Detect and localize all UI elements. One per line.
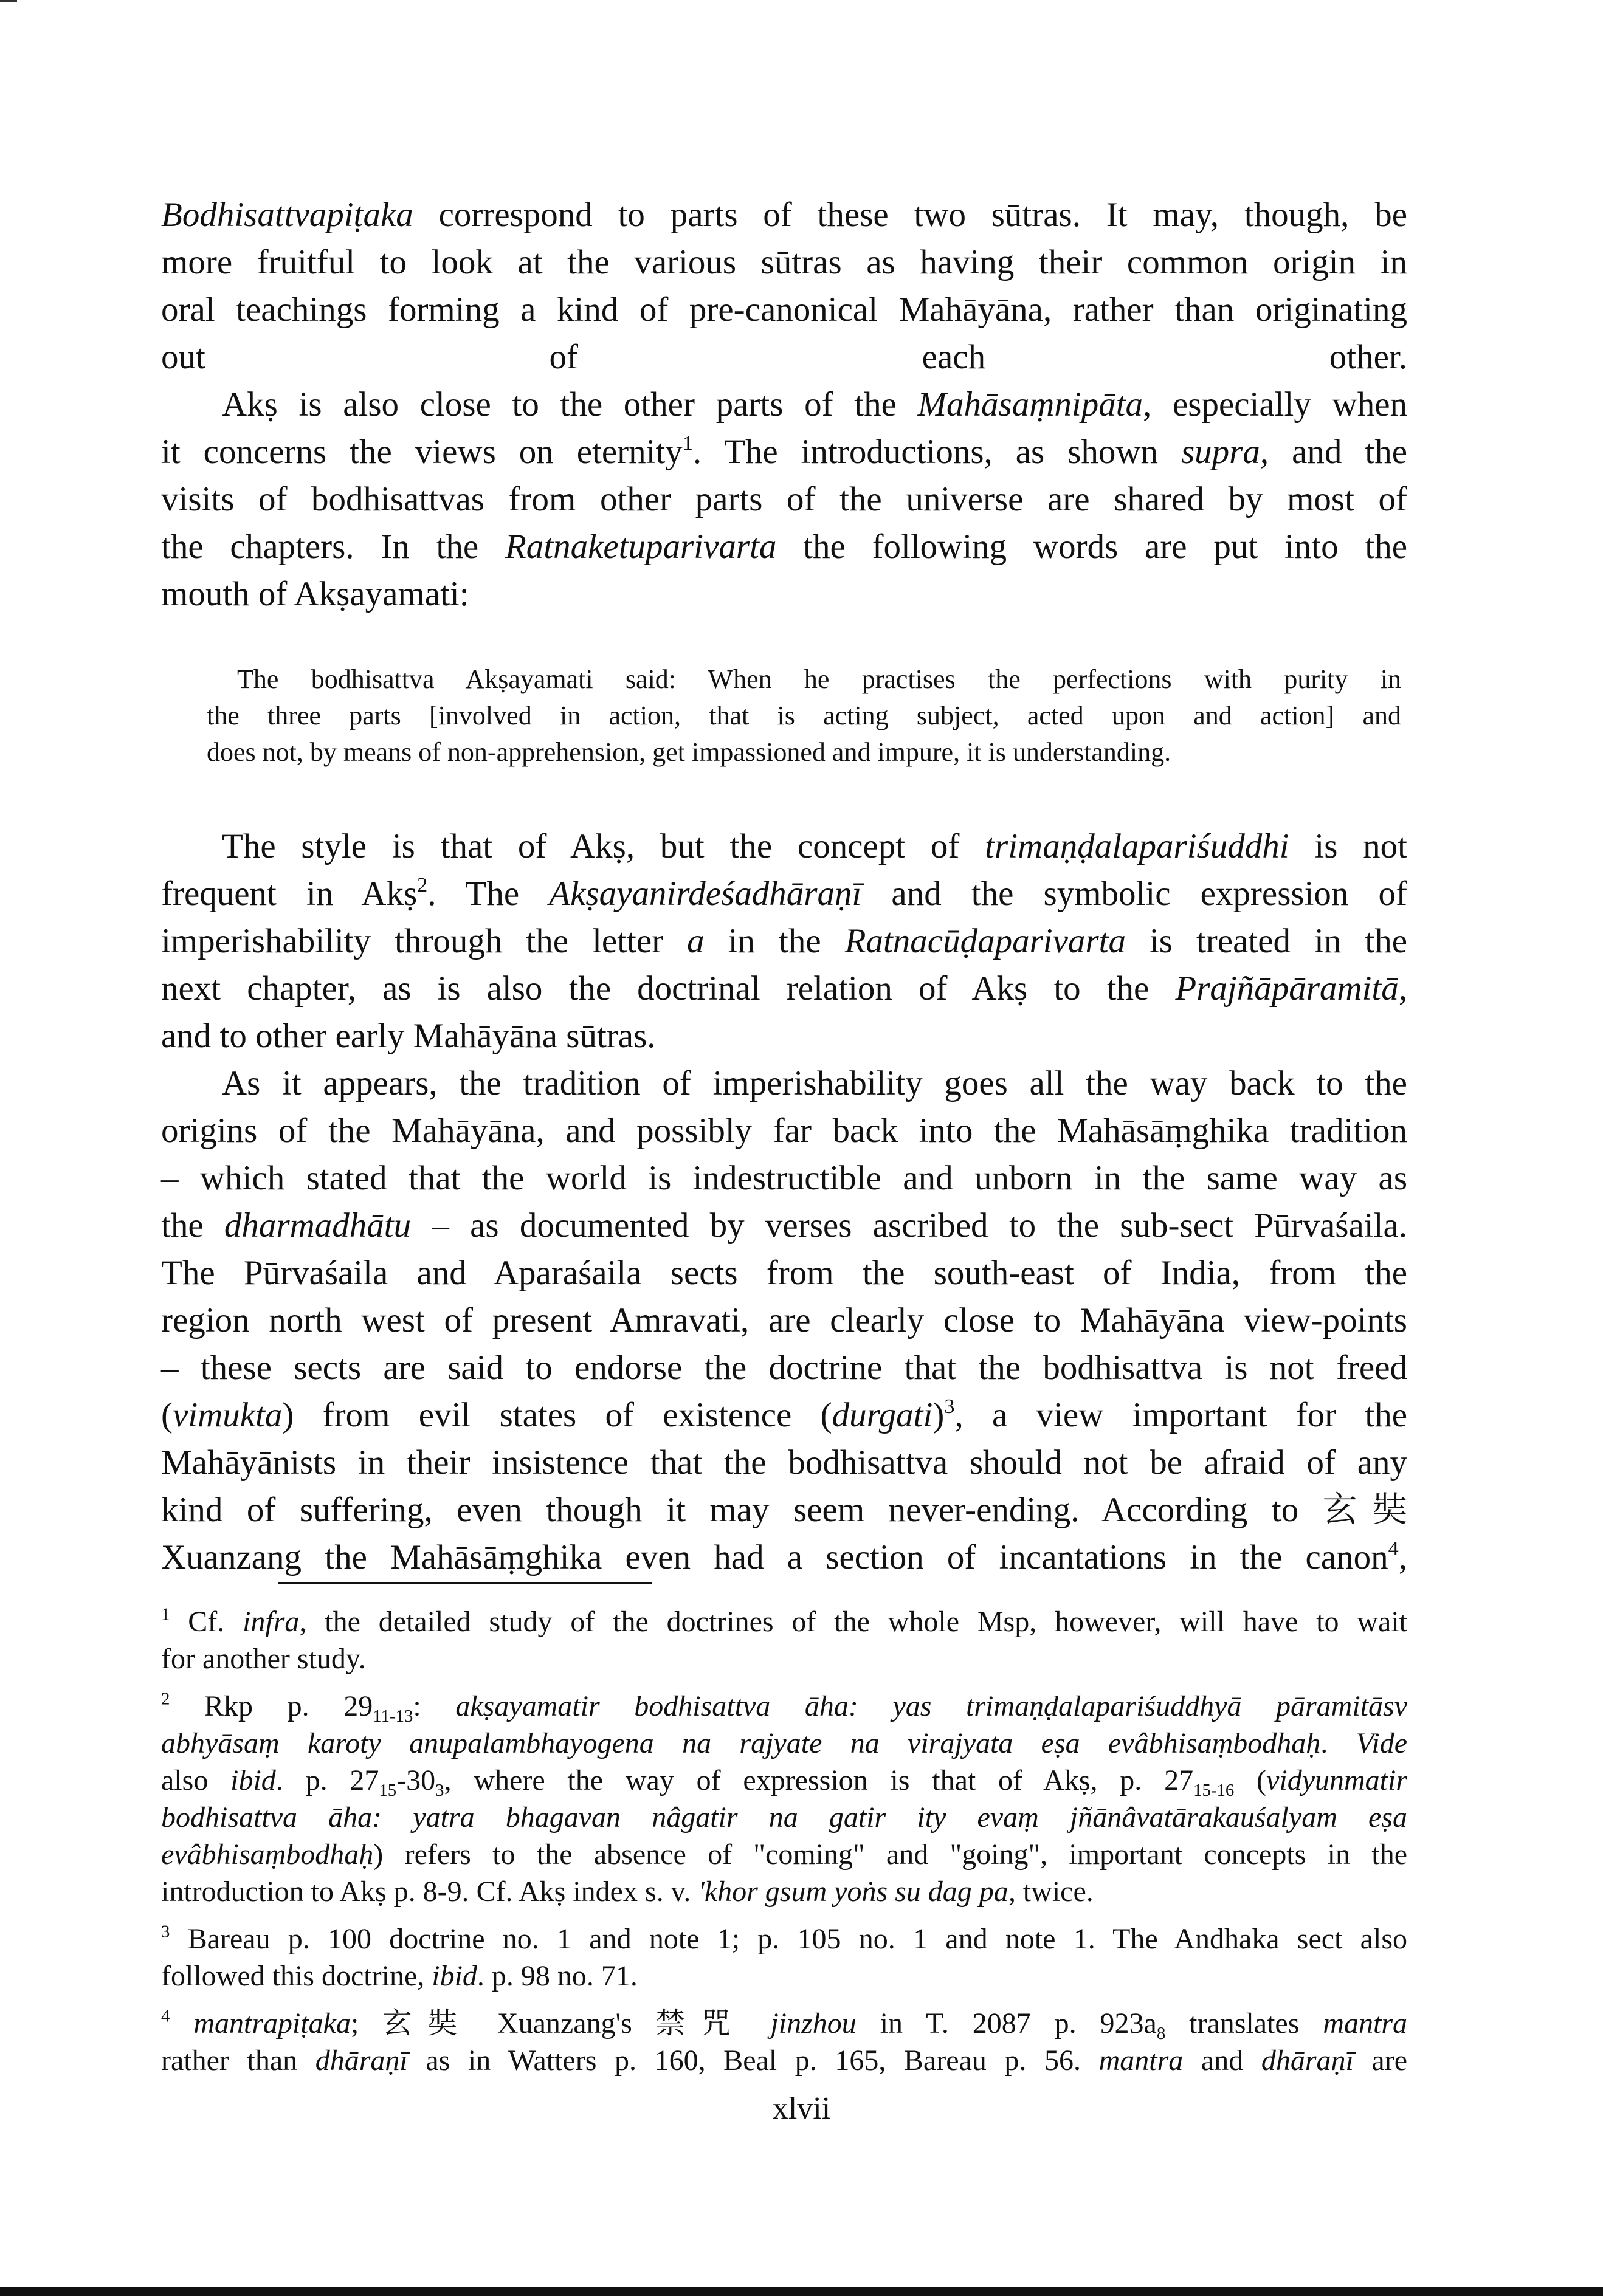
text-line	[161, 1439, 1407, 1487]
text-line	[161, 1249, 1407, 1297]
italic-text: Ratnacūḍaparivarta	[844, 922, 1126, 960]
footnote-marker: 15	[379, 1781, 397, 1801]
footnote-marker: 8	[1156, 2024, 1166, 2044]
text-run: in the	[704, 922, 845, 960]
text-run: also	[161, 1764, 231, 1796]
text-line	[161, 1799, 1407, 1836]
text-line	[161, 523, 1407, 571]
italic-text: durgati	[832, 1396, 933, 1434]
italic-text: mantra	[1323, 2007, 1408, 2040]
text-line	[161, 1155, 1407, 1202]
text-run: Akṣ is also close to the other parts of the	[222, 385, 918, 424]
text-line	[161, 1534, 1407, 1581]
italic-text: Ratnaketuparivarta	[505, 528, 777, 566]
text-run: the three parts [involved in action, that is acting subject, acted upon and action] and	[207, 701, 1401, 730]
text-run: the following words are put into the	[776, 528, 1408, 566]
text-run: are	[1353, 2044, 1408, 2077]
text-run: ) from evil states of existence (	[282, 1396, 832, 1434]
footnote	[161, 1920, 1407, 1995]
text-run: , the detailed study of the doctrines of the whole Msp, however, will have to wait	[299, 1606, 1408, 1638]
footnote-marker: 1	[682, 431, 693, 455]
text-run: As it appears, the tradition of imperishability goes all the way back to the	[222, 1064, 1407, 1102]
text-line	[161, 1202, 1407, 1249]
text-run: – these sects are said to endorse the doctrine that the bodhisattva is not freed	[161, 1349, 1407, 1387]
scan-edge-mark	[0, 0, 17, 2]
text-line	[161, 1487, 1407, 1534]
text-line	[161, 239, 1407, 286]
text-line	[161, 1762, 1407, 1799]
text-run: Mahāyānists in their insistence that the bodhisattva should not be afraid of any	[161, 1443, 1407, 1482]
text-run: kind of suffering, even though it may seem never-ending. According to 玄奘	[161, 1491, 1407, 1529]
text-run: . p. 27	[275, 1764, 379, 1796]
italic-text: vimukta	[172, 1396, 283, 1434]
footnote-separator	[278, 1582, 652, 1584]
text-run: ) refers to the absence of "coming" and "going", important concepts in the	[373, 1838, 1407, 1871]
text-run: , where the way of expression is that of Akṣ, p. 27	[444, 1764, 1194, 1796]
italic-text: vidyunmatir	[1266, 1764, 1408, 1796]
text-line	[161, 1344, 1407, 1392]
italic-text: evâbhisaṃbodhaḥ	[161, 1838, 374, 1871]
text-run: origins of the Mahāyāna, and possibly far back into the Mahāsāṃghika tradition	[161, 1112, 1407, 1150]
text-run: visits of bodhisattvas from other parts of the universe are shared by most of	[161, 480, 1407, 518]
page-number: xlvii	[772, 2091, 831, 2126]
text-run: translates	[1165, 2007, 1323, 2040]
text-run: mouth of Akṣayamati:	[161, 575, 469, 613]
text-run: it concerns the views on eternity	[161, 433, 683, 471]
text-line	[161, 1603, 1407, 1640]
footnote-marker: 3	[161, 1922, 170, 1942]
footnote	[161, 2005, 1407, 2079]
block-quote	[207, 661, 1401, 771]
italic-text: Mahāsaṃnipāta	[917, 385, 1143, 424]
text-run: . The	[427, 875, 550, 913]
body-text-upper	[161, 191, 1407, 618]
quote-paragraph	[207, 661, 1401, 771]
text-line	[207, 698, 1401, 734]
italic-text: mantra	[1098, 2044, 1184, 2077]
text-run: and the symbolic expression of	[861, 875, 1407, 913]
footnote-marker: 4	[1388, 1537, 1399, 1560]
text-line	[161, 1392, 1407, 1439]
text-line	[161, 2042, 1407, 2079]
italic-text: mantrapiṭaka	[193, 2007, 351, 2040]
text-line	[161, 1060, 1407, 1107]
italic-text: a	[687, 922, 705, 960]
text-line	[161, 1012, 1407, 1060]
scan-bottom-edge	[0, 2287, 1603, 2296]
italic-text: ibid	[230, 1764, 276, 1796]
text-run: The style is that of Akṣ, but the concept of	[222, 827, 985, 865]
text-line	[161, 334, 1407, 381]
text-run: (	[1234, 1764, 1267, 1796]
text-line	[161, 1107, 1407, 1155]
text-line	[161, 571, 1407, 618]
text-run: out of each other.	[161, 338, 1407, 376]
paragraph	[161, 191, 1407, 381]
text-run: Cf.	[170, 1606, 243, 1638]
text-run: Rkp p. 29	[170, 1690, 373, 1722]
text-line	[161, 918, 1407, 965]
text-line	[161, 428, 1407, 476]
text-run: . The introductions, as shown	[692, 433, 1181, 471]
italic-text: Akṣayanirdeśadhāraṇī	[549, 875, 862, 913]
text-line	[161, 191, 1407, 239]
footnote-marker: 15-16	[1193, 1781, 1235, 1801]
text-run: . p. 98 no. 71.	[477, 1960, 638, 1992]
text-run: Xuanzang the Mahāsāṃghika even had a section of incantations in the canon	[161, 1538, 1388, 1576]
italic-text: jinzhou	[770, 2007, 857, 2040]
italic-text: Prajñāpāramitā	[1175, 969, 1399, 1008]
text-run: as in Watters p. 160, Beal p. 165, Bareau p. 56.	[407, 2044, 1099, 2077]
text-run: more fruitful to look at the various sūtras as having their common origin in	[161, 243, 1407, 281]
text-line	[161, 1297, 1407, 1344]
text-run: the	[161, 1206, 224, 1245]
italic-text: infra	[243, 1606, 300, 1638]
italic-text: dhāraṇī	[1261, 2044, 1354, 2077]
paragraph	[161, 1060, 1407, 1581]
text-run: region north west of present Amravati, are clearly close to Mahāyāna view-points	[161, 1301, 1407, 1339]
text-line	[161, 476, 1407, 523]
text-run: The bodhisattva Akṣayamati said: When he practises the perfections with purity in	[237, 664, 1401, 694]
text-run: The Pūrvaśaila and Aparaśaila sects from the south-east of India, from the	[161, 1254, 1407, 1292]
text-line	[161, 1957, 1407, 1995]
text-run: (	[161, 1396, 173, 1434]
italic-text: dharmadhātu	[224, 1206, 412, 1245]
footnote-marker: 4	[161, 2006, 170, 2026]
text-line	[161, 823, 1407, 870]
text-run: is treated in the	[1125, 922, 1407, 960]
italic-text: akṣayamatir bodhisattva āha: yas trimaṇḍalapariśuddhyā pāramitāsv	[455, 1690, 1407, 1722]
text-line	[161, 381, 1407, 428]
text-run: next chapter, as is also the doctrinal relation of Akṣ to the	[161, 969, 1176, 1008]
text-run: – as documented by verses ascribed to the sub-sect Pūrvaśaila.	[411, 1206, 1407, 1245]
text-run: imperishability through the letter	[161, 922, 688, 960]
text-run: .	[1320, 1727, 1356, 1759]
text-run: does not, by means of non-apprehension, get impassioned and impure, it is understanding.	[207, 737, 1171, 767]
text-line	[161, 2005, 1407, 2042]
footnote-marker: 2	[161, 1689, 170, 1709]
italic-text: bodhisattva āha: yatra bhagavan nâgatir na gatir ity evaṃ jñānâvatārakauśalyam eṣa	[161, 1801, 1407, 1834]
text-line	[161, 1836, 1407, 1873]
italic-text: Bodhisattvapiṭaka	[161, 196, 413, 234]
text-run: Bareau p. 100 doctrine no. 1 and note 1; p. 105 no. 1 and note 1. The Andhaka sect also	[170, 1923, 1407, 1955]
text-run: followed this doctrine,	[161, 1960, 432, 1992]
text-run: , twice.	[1008, 1875, 1094, 1908]
text-run: oral teachings forming a kind of pre-canonical Mahāyāna, rather than originating	[161, 290, 1407, 329]
text-run: ,	[1398, 1538, 1407, 1576]
italic-text: Vide	[1356, 1727, 1407, 1759]
text-run: frequent in Akṣ	[161, 875, 418, 913]
text-run: , and the	[1260, 433, 1408, 471]
footnote-marker: 11-13	[373, 1707, 413, 1727]
footnote-marker: 1	[161, 1604, 170, 1624]
text-line	[161, 965, 1407, 1012]
italic-text: abhyāsaṃ karoty anupalambhayogena na rajyate na virajyata eṣa evâbhisaṃbodhaḥ	[161, 1727, 1321, 1759]
text-line	[161, 1920, 1407, 1957]
text-run: and	[1183, 2044, 1261, 2077]
text-run: introduction to Akṣ p. 8-9. Cf. Akṣ index s. v.	[161, 1875, 698, 1908]
text-run: ; 玄奘 Xuanzang's 禁咒	[350, 2007, 771, 2040]
text-line	[161, 870, 1407, 918]
italic-text: trimaṇḍalapariśuddhi	[985, 827, 1289, 865]
body-text-lower	[161, 823, 1407, 1581]
text-run: the chapters. In the	[161, 528, 505, 566]
footnote-marker: 3	[944, 1395, 955, 1418]
italic-text: ibid	[432, 1960, 477, 1992]
text-run	[170, 2007, 193, 2040]
text-line	[161, 1873, 1407, 1910]
italic-text: 'khor gsum yoṅs su dag pa	[698, 1875, 1008, 1908]
text-run: , especially when	[1143, 385, 1407, 424]
text-run: -30	[396, 1764, 436, 1796]
text-line	[207, 661, 1401, 698]
italic-text: dhāraṇī	[315, 2044, 408, 2077]
text-run: :	[413, 1690, 456, 1722]
footnote	[161, 1603, 1407, 1677]
text-line	[161, 1725, 1407, 1762]
text-run: is not	[1289, 827, 1407, 865]
text-run: correspond to parts of these two sūtras. It may, though, be	[413, 196, 1407, 234]
text-run: – which stated that the world is indestructible and unborn in the same way as	[161, 1159, 1407, 1197]
footnote-marker: 3	[435, 1781, 444, 1801]
text-run: rather than	[161, 2044, 315, 2077]
text-line	[207, 734, 1401, 771]
text-run: )	[932, 1396, 945, 1434]
text-run: and to other early Mahāyāna sūtras.	[161, 1017, 656, 1055]
text-run: for another study.	[161, 1643, 366, 1675]
text-line	[161, 1640, 1407, 1677]
text-run: , a view important for the	[954, 1396, 1407, 1434]
footnote-marker: 2	[417, 873, 428, 896]
footnotes	[161, 1603, 1407, 2089]
text-run: ,	[1398, 969, 1407, 1008]
footnote	[161, 1688, 1407, 1910]
text-line	[161, 1688, 1407, 1725]
text-run: in T. 2087 p. 923a	[856, 2007, 1157, 2040]
italic-text: supra	[1181, 433, 1260, 471]
paragraph	[161, 381, 1407, 618]
paragraph	[161, 823, 1407, 1060]
text-line	[161, 286, 1407, 334]
